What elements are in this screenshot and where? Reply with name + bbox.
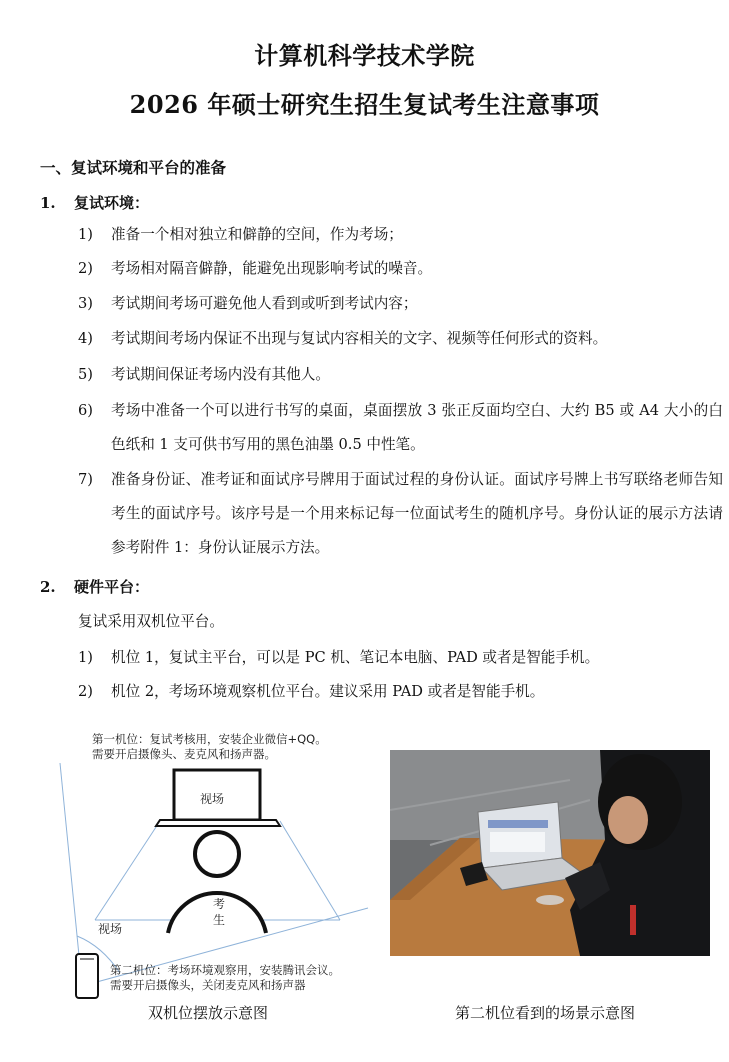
hardware-intro: 复试采用双机位平台。 (78, 613, 224, 630)
item-number: 2) (78, 260, 93, 277)
candidate-label: 考 (213, 897, 226, 911)
cam1-note-line1: 第一机位：复试考核用，安装企业微信+QQ。 (92, 732, 327, 746)
dual-camera-diagram (50, 728, 370, 1000)
item-number: 3) (78, 295, 93, 312)
figure-caption-left: 双机位摆放示意图 (148, 1004, 269, 1022)
screen-view-label: 视场 (200, 792, 225, 806)
item-number: 2) (78, 683, 93, 700)
item-text: 考试期间保证考场内没有其他人。 (111, 366, 330, 383)
list-item (78, 463, 723, 565)
item-text: 考场相对隔音僻静，能避免出现影响考试的噪音。 (111, 260, 433, 277)
subsection-label: 硬件平台： (74, 578, 150, 596)
item-number: 4) (78, 330, 93, 347)
candidate-label: 生 (213, 913, 226, 927)
screen-view-line (280, 821, 340, 920)
list-item (78, 287, 723, 321)
list-item (78, 675, 723, 709)
item-text: 考场中准备一个可以进行书写的桌面，桌面摆放 3 张正反面均空白、大约 B5 或 A4 大小的白色纸和 1 支可供书写用的黑色油墨 0.5 中性笔。 (111, 402, 723, 453)
section-heading: 一、复试环境和平台的准备 (40, 158, 227, 177)
item-text: 准备一个相对独立和僻静的空间，作为考场； (111, 226, 403, 243)
list-item (78, 641, 723, 675)
item-number: 7) (78, 471, 93, 488)
item-number: 1) (78, 649, 93, 666)
item-number: 1) (78, 226, 93, 243)
list-item (78, 252, 723, 286)
subsection-env (40, 192, 149, 213)
cam1-note-line2: 需要开启摄像头、麦克风和扬声器。 (92, 747, 276, 761)
screen-view-line (95, 821, 160, 920)
item-text: 机位 2，考场环境观察机位平台。建议采用 PAD 或者是智能手机。 (111, 683, 545, 700)
side-view-label: 视场 (98, 922, 123, 936)
list-item (78, 218, 723, 252)
subsection-label: 复试环境： (74, 194, 150, 212)
cam2-note-line2: 需要开启摄像头，关闭麦克风和扬声器 (110, 978, 306, 992)
item-number: 6) (78, 402, 93, 419)
item-text: 考试期间考场内保证不出现与复试内容相关的文字、视频等任何形式的资料。 (111, 330, 608, 347)
item-text: 机位 1，复试主平台，可以是 PC 机、笔记本电脑、PAD 或者是智能手机。 (111, 649, 600, 666)
figure-caption-right: 第二机位看到的场景示意图 (455, 1004, 636, 1022)
page-subtitle: 2026 年硕士研究生招生复试考生注意事项 (129, 90, 600, 119)
subsection-number: 2. (40, 578, 56, 596)
phone-icon (76, 954, 98, 998)
item-text: 考试期间考场可避免他人看到或听到考试内容； (111, 295, 418, 312)
cam2-note-line1: 第二机位：考场环境观察用，安装腾讯会议。 (110, 963, 340, 977)
subsection-number: 1. (40, 194, 56, 212)
item-number: 5) (78, 366, 93, 383)
list-item (78, 394, 723, 462)
item-text: 准备身份证、准考证和面试序号牌用于面试过程的身份认证。面试序号牌上书写联络老师告知考生的面试序号。该序号是一个用来标记每一位面试考生的随机序号。身份认证的展示方法请参考附件 1：身份认证展示方法。 (111, 471, 723, 556)
second-camera-scene-photo (390, 750, 710, 956)
page-title: 计算机科学技术学院 (254, 41, 475, 70)
list-item (78, 322, 723, 356)
subsection-hardware (40, 576, 149, 597)
list-item (78, 358, 723, 392)
side-view-line (60, 763, 82, 986)
